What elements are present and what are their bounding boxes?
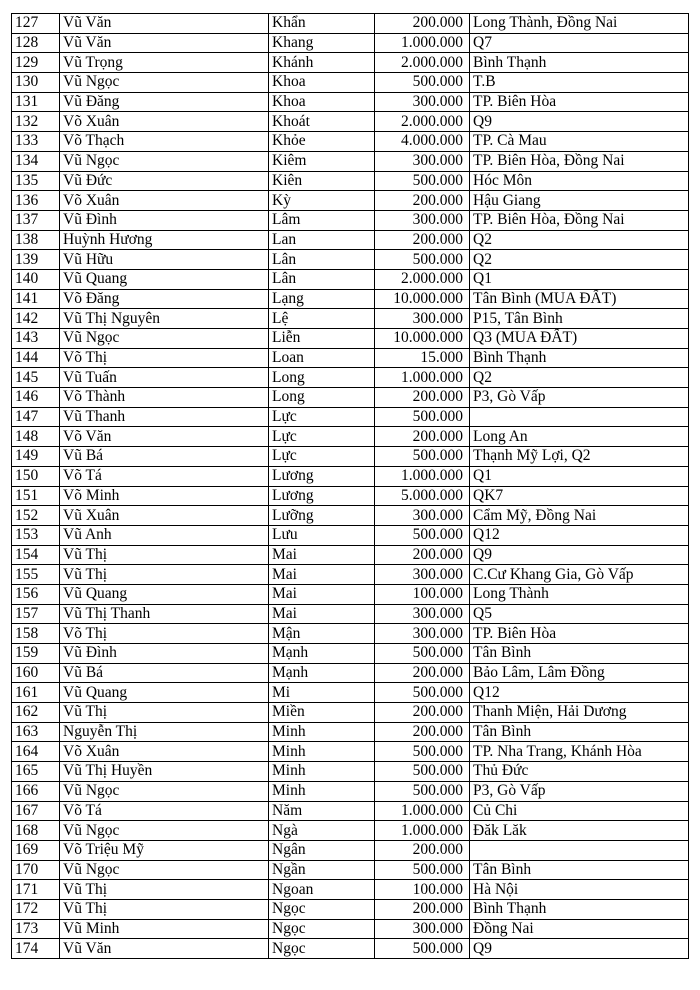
amount-cell: 15.000 — [375, 348, 470, 368]
surname-middle-name-cell: Huỳnh Hương — [60, 230, 269, 250]
row-number-cell: 127 — [12, 14, 60, 34]
address-cell — [470, 840, 689, 860]
surname-middle-name-cell: Vũ Thị — [60, 703, 269, 723]
address-cell: Long Thành, Đồng Nai — [470, 14, 689, 34]
surname-middle-name-cell: Vũ Anh — [60, 525, 269, 545]
surname-middle-name-cell: Võ Đăng — [60, 289, 269, 309]
given-name-cell: Lực — [269, 427, 375, 447]
row-number-cell: 157 — [12, 604, 60, 624]
address-cell: Q9 — [470, 545, 689, 565]
address-cell: Bình Thạnh — [470, 53, 689, 73]
address-cell: P15, Tân Bình — [470, 309, 689, 329]
row-number-cell: 152 — [12, 506, 60, 526]
amount-cell: 10.000.000 — [375, 289, 470, 309]
address-cell: Bình Thạnh — [470, 899, 689, 919]
given-name-cell: Liễn — [269, 329, 375, 349]
row-number-cell: 154 — [12, 545, 60, 565]
given-name-cell: Kỳ — [269, 191, 375, 211]
given-name-cell: Long — [269, 388, 375, 408]
table-row — [12, 545, 689, 565]
row-number-cell: 143 — [12, 329, 60, 349]
donor-table — [11, 13, 689, 959]
surname-middle-name-cell: Vũ Đình — [60, 210, 269, 230]
address-cell: Q12 — [470, 683, 689, 703]
address-cell: TP. Biên Hòa, Đồng Nai — [470, 151, 689, 171]
table-row — [12, 73, 689, 93]
amount-cell: 2.000.000 — [375, 269, 470, 289]
surname-middle-name-cell: Võ Xuân — [60, 191, 269, 211]
surname-middle-name-cell: Vũ Thị Nguyên — [60, 309, 269, 329]
surname-middle-name-cell: Vũ Quang — [60, 584, 269, 604]
surname-middle-name-cell: Vũ Tuấn — [60, 368, 269, 388]
given-name-cell: Lương — [269, 486, 375, 506]
table-row — [12, 309, 689, 329]
amount-cell: 5.000.000 — [375, 486, 470, 506]
surname-middle-name-cell: Vũ Ngọc — [60, 329, 269, 349]
amount-cell: 500.000 — [375, 742, 470, 762]
given-name-cell: Lương — [269, 466, 375, 486]
address-cell: TP. Cà Mau — [470, 132, 689, 152]
row-number-cell: 142 — [12, 309, 60, 329]
given-name-cell: Ngọc — [269, 899, 375, 919]
surname-middle-name-cell: Võ Thị — [60, 624, 269, 644]
given-name-cell: Mai — [269, 545, 375, 565]
given-name-cell: Lực — [269, 447, 375, 467]
surname-middle-name-cell: Vũ Ngọc — [60, 151, 269, 171]
table-row — [12, 919, 689, 939]
amount-cell: 200.000 — [375, 663, 470, 683]
surname-middle-name-cell: Vũ Thị — [60, 899, 269, 919]
given-name-cell: Lan — [269, 230, 375, 250]
table-row — [12, 427, 689, 447]
row-number-cell: 156 — [12, 584, 60, 604]
surname-middle-name-cell: Vũ Văn — [60, 14, 269, 34]
row-number-cell: 131 — [12, 92, 60, 112]
given-name-cell: Ngọc — [269, 939, 375, 959]
table-row — [12, 703, 689, 723]
table-row — [12, 171, 689, 191]
address-cell: TP. Biên Hòa — [470, 92, 689, 112]
row-number-cell: 135 — [12, 171, 60, 191]
table-row — [12, 860, 689, 880]
row-number-cell: 158 — [12, 624, 60, 644]
amount-cell: 1.000.000 — [375, 33, 470, 53]
given-name-cell: Khẩn — [269, 14, 375, 34]
row-number-cell: 155 — [12, 565, 60, 585]
surname-middle-name-cell: Võ Xuân — [60, 742, 269, 762]
amount-cell: 500.000 — [375, 73, 470, 93]
given-name-cell: Lâm — [269, 210, 375, 230]
table-row — [12, 939, 689, 959]
surname-middle-name-cell: Vũ Ngọc — [60, 860, 269, 880]
given-name-cell: Mi — [269, 683, 375, 703]
surname-middle-name-cell: Vũ Ngọc — [60, 821, 269, 841]
given-name-cell: Khánh — [269, 53, 375, 73]
table-row — [12, 14, 689, 34]
surname-middle-name-cell: Võ Văn — [60, 427, 269, 447]
amount-cell: 500.000 — [375, 250, 470, 270]
table-row — [12, 230, 689, 250]
table-row — [12, 191, 689, 211]
address-cell: Thạnh Mỹ Lợi, Q2 — [470, 447, 689, 467]
amount-cell: 200.000 — [375, 899, 470, 919]
amount-cell: 300.000 — [375, 604, 470, 624]
amount-cell: 500.000 — [375, 407, 470, 427]
address-cell: Long An — [470, 427, 689, 447]
surname-middle-name-cell: Võ Thành — [60, 388, 269, 408]
given-name-cell: Khoa — [269, 73, 375, 93]
table-row — [12, 210, 689, 230]
amount-cell: 500.000 — [375, 939, 470, 959]
surname-middle-name-cell: Vũ Bá — [60, 447, 269, 467]
address-cell: TP. Biên Hòa, Đồng Nai — [470, 210, 689, 230]
given-name-cell: Mạnh — [269, 644, 375, 664]
surname-middle-name-cell: Nguyễn Thị — [60, 722, 269, 742]
table-row — [12, 250, 689, 270]
amount-cell: 2.000.000 — [375, 112, 470, 132]
given-name-cell: Mận — [269, 624, 375, 644]
surname-middle-name-cell: Võ Tá — [60, 801, 269, 821]
address-cell: Long Thành — [470, 584, 689, 604]
address-cell: Bảo Lâm, Lâm Đồng — [470, 663, 689, 683]
given-name-cell: Ngoan — [269, 880, 375, 900]
row-number-cell: 129 — [12, 53, 60, 73]
given-name-cell: Lạng — [269, 289, 375, 309]
given-name-cell: Lưỡng — [269, 506, 375, 526]
address-cell: P3, Gò Vấp — [470, 781, 689, 801]
table-row — [12, 781, 689, 801]
given-name-cell: Khoa — [269, 92, 375, 112]
amount-cell: 1.000.000 — [375, 466, 470, 486]
address-cell: Hóc Môn — [470, 171, 689, 191]
amount-cell: 200.000 — [375, 703, 470, 723]
address-cell: Q1 — [470, 466, 689, 486]
amount-cell: 10.000.000 — [375, 329, 470, 349]
surname-middle-name-cell: Vũ Thị Thanh — [60, 604, 269, 624]
amount-cell: 300.000 — [375, 210, 470, 230]
given-name-cell: Ngân — [269, 840, 375, 860]
row-number-cell: 147 — [12, 407, 60, 427]
address-cell: P3, Gò Vấp — [470, 388, 689, 408]
amount-cell: 200.000 — [375, 388, 470, 408]
row-number-cell: 148 — [12, 427, 60, 447]
row-number-cell: 132 — [12, 112, 60, 132]
table-row — [12, 821, 689, 841]
surname-middle-name-cell: Võ Xuân — [60, 112, 269, 132]
surname-middle-name-cell: Vũ Trọng — [60, 53, 269, 73]
amount-cell: 300.000 — [375, 565, 470, 585]
given-name-cell: Lực — [269, 407, 375, 427]
amount-cell: 500.000 — [375, 762, 470, 782]
row-number-cell: 174 — [12, 939, 60, 959]
given-name-cell: Loan — [269, 348, 375, 368]
row-number-cell: 138 — [12, 230, 60, 250]
given-name-cell: Lưu — [269, 525, 375, 545]
address-cell: Q2 — [470, 230, 689, 250]
table-row — [12, 644, 689, 664]
table-row — [12, 112, 689, 132]
amount-cell: 200.000 — [375, 722, 470, 742]
amount-cell: 200.000 — [375, 14, 470, 34]
row-number-cell: 136 — [12, 191, 60, 211]
row-number-cell: 149 — [12, 447, 60, 467]
address-cell: Q12 — [470, 525, 689, 545]
address-cell: Hà Nội — [470, 880, 689, 900]
table-row — [12, 663, 689, 683]
amount-cell: 100.000 — [375, 880, 470, 900]
given-name-cell: Mai — [269, 565, 375, 585]
given-name-cell: Khỏe — [269, 132, 375, 152]
address-cell: Tân Bình — [470, 860, 689, 880]
table-row — [12, 604, 689, 624]
row-number-cell: 166 — [12, 781, 60, 801]
row-number-cell: 133 — [12, 132, 60, 152]
row-number-cell: 164 — [12, 742, 60, 762]
row-number-cell: 170 — [12, 860, 60, 880]
address-cell: Thủ Đức — [470, 762, 689, 782]
table-row — [12, 329, 689, 349]
address-cell: Q9 — [470, 939, 689, 959]
surname-middle-name-cell: Vũ Đình — [60, 644, 269, 664]
amount-cell: 200.000 — [375, 840, 470, 860]
given-name-cell: Khang — [269, 33, 375, 53]
given-name-cell: Minh — [269, 762, 375, 782]
given-name-cell: Kiêm — [269, 151, 375, 171]
address-cell: T.B — [470, 73, 689, 93]
amount-cell: 300.000 — [375, 92, 470, 112]
given-name-cell: Ngọc — [269, 919, 375, 939]
row-number-cell: 137 — [12, 210, 60, 230]
table-row — [12, 447, 689, 467]
surname-middle-name-cell: Vũ Thị Huyền — [60, 762, 269, 782]
address-cell: Đồng Nai — [470, 919, 689, 939]
table-row — [12, 899, 689, 919]
given-name-cell: Ngà — [269, 821, 375, 841]
table-row — [12, 880, 689, 900]
surname-middle-name-cell: Võ Thạch — [60, 132, 269, 152]
given-name-cell: Kiên — [269, 171, 375, 191]
row-number-cell: 153 — [12, 525, 60, 545]
table-row — [12, 348, 689, 368]
table-row — [12, 683, 689, 703]
amount-cell: 300.000 — [375, 506, 470, 526]
amount-cell: 300.000 — [375, 919, 470, 939]
amount-cell: 200.000 — [375, 230, 470, 250]
row-number-cell: 172 — [12, 899, 60, 919]
address-cell: Q5 — [470, 604, 689, 624]
address-cell: Q3 (MUA ĐẤT) — [470, 329, 689, 349]
address-cell: Q2 — [470, 368, 689, 388]
table-row — [12, 151, 689, 171]
table-row — [12, 762, 689, 782]
row-number-cell: 163 — [12, 722, 60, 742]
surname-middle-name-cell: Vũ Bá — [60, 663, 269, 683]
surname-middle-name-cell: Vũ Thị — [60, 880, 269, 900]
address-cell: Đăk Lăk — [470, 821, 689, 841]
surname-middle-name-cell: Vũ Đức — [60, 171, 269, 191]
surname-middle-name-cell: Vũ Ngọc — [60, 73, 269, 93]
given-name-cell: Minh — [269, 781, 375, 801]
amount-cell: 1.000.000 — [375, 801, 470, 821]
surname-middle-name-cell: Vũ Thanh — [60, 407, 269, 427]
surname-middle-name-cell: Vũ Thị — [60, 545, 269, 565]
amount-cell: 500.000 — [375, 860, 470, 880]
row-number-cell: 130 — [12, 73, 60, 93]
surname-middle-name-cell: Võ Thị — [60, 348, 269, 368]
row-number-cell: 128 — [12, 33, 60, 53]
table-row — [12, 742, 689, 762]
table-row — [12, 53, 689, 73]
given-name-cell: Khoát — [269, 112, 375, 132]
table-row — [12, 466, 689, 486]
row-number-cell: 161 — [12, 683, 60, 703]
address-cell: Q7 — [470, 33, 689, 53]
given-name-cell: Mạnh — [269, 663, 375, 683]
surname-middle-name-cell: Vũ Đăng — [60, 92, 269, 112]
table-row — [12, 92, 689, 112]
amount-cell: 200.000 — [375, 545, 470, 565]
row-number-cell: 134 — [12, 151, 60, 171]
amount-cell: 300.000 — [375, 309, 470, 329]
table-row — [12, 289, 689, 309]
amount-cell: 2.000.000 — [375, 53, 470, 73]
address-cell: Thanh Miện, Hải Dương — [470, 703, 689, 723]
given-name-cell: Mai — [269, 584, 375, 604]
row-number-cell: 173 — [12, 919, 60, 939]
amount-cell: 500.000 — [375, 171, 470, 191]
amount-cell: 200.000 — [375, 191, 470, 211]
table-row — [12, 132, 689, 152]
table-row — [12, 584, 689, 604]
address-cell: Tân Bình — [470, 722, 689, 742]
given-name-cell: Năm — [269, 801, 375, 821]
table-row — [12, 269, 689, 289]
surname-middle-name-cell: Võ Tá — [60, 466, 269, 486]
surname-middle-name-cell: Vũ Ngọc — [60, 781, 269, 801]
surname-middle-name-cell: Vũ Quang — [60, 683, 269, 703]
given-name-cell: Lân — [269, 250, 375, 270]
address-cell: Q1 — [470, 269, 689, 289]
row-number-cell: 145 — [12, 368, 60, 388]
address-cell — [470, 407, 689, 427]
row-number-cell: 140 — [12, 269, 60, 289]
address-cell: TP. Nha Trang, Khánh Hòa — [470, 742, 689, 762]
given-name-cell: Lân — [269, 269, 375, 289]
surname-middle-name-cell: Vũ Minh — [60, 919, 269, 939]
address-cell: Tân Bình — [470, 644, 689, 664]
row-number-cell: 151 — [12, 486, 60, 506]
donor-table-body — [12, 14, 689, 959]
row-number-cell: 160 — [12, 663, 60, 683]
given-name-cell: Minh — [269, 742, 375, 762]
table-row — [12, 722, 689, 742]
address-cell: Bình Thạnh — [470, 348, 689, 368]
row-number-cell: 139 — [12, 250, 60, 270]
surname-middle-name-cell: Vũ Văn — [60, 33, 269, 53]
row-number-cell: 146 — [12, 388, 60, 408]
address-cell: Q9 — [470, 112, 689, 132]
surname-middle-name-cell: Võ Minh — [60, 486, 269, 506]
table-row — [12, 486, 689, 506]
table-row — [12, 407, 689, 427]
table-row — [12, 565, 689, 585]
address-cell: Hậu Giang — [470, 191, 689, 211]
surname-middle-name-cell: Vũ Hữu — [60, 250, 269, 270]
row-number-cell: 141 — [12, 289, 60, 309]
row-number-cell: 171 — [12, 880, 60, 900]
table-row — [12, 525, 689, 545]
given-name-cell: Ngần — [269, 860, 375, 880]
surname-middle-name-cell: Võ Triệu Mỹ — [60, 840, 269, 860]
address-cell: Tân Bình (MUA ĐẤT) — [470, 289, 689, 309]
table-row — [12, 368, 689, 388]
table-row — [12, 33, 689, 53]
address-cell: Củ Chi — [470, 801, 689, 821]
amount-cell: 500.000 — [375, 781, 470, 801]
table-row — [12, 506, 689, 526]
given-name-cell: Miền — [269, 703, 375, 723]
given-name-cell: Long — [269, 368, 375, 388]
row-number-cell: 144 — [12, 348, 60, 368]
address-cell: Cẩm Mỹ, Đồng Nai — [470, 506, 689, 526]
amount-cell: 1.000.000 — [375, 821, 470, 841]
amount-cell: 200.000 — [375, 427, 470, 447]
amount-cell: 4.000.000 — [375, 132, 470, 152]
given-name-cell: Minh — [269, 722, 375, 742]
given-name-cell: Lệ — [269, 309, 375, 329]
row-number-cell: 159 — [12, 644, 60, 664]
amount-cell: 500.000 — [375, 644, 470, 664]
amount-cell: 500.000 — [375, 525, 470, 545]
address-cell: C.Cư Khang Gia, Gò Vấp — [470, 565, 689, 585]
amount-cell: 300.000 — [375, 151, 470, 171]
amount-cell: 100.000 — [375, 584, 470, 604]
address-cell: QK7 — [470, 486, 689, 506]
table-row — [12, 801, 689, 821]
row-number-cell: 168 — [12, 821, 60, 841]
address-cell: TP. Biên Hòa — [470, 624, 689, 644]
surname-middle-name-cell: Vũ Văn — [60, 939, 269, 959]
table-row — [12, 840, 689, 860]
row-number-cell: 162 — [12, 703, 60, 723]
surname-middle-name-cell: Vũ Quang — [60, 269, 269, 289]
amount-cell: 500.000 — [375, 447, 470, 467]
surname-middle-name-cell: Vũ Thị — [60, 565, 269, 585]
table-row — [12, 624, 689, 644]
amount-cell: 1.000.000 — [375, 368, 470, 388]
surname-middle-name-cell: Vũ Xuân — [60, 506, 269, 526]
row-number-cell: 167 — [12, 801, 60, 821]
amount-cell: 500.000 — [375, 683, 470, 703]
donor-list-sheet — [11, 13, 688, 959]
amount-cell: 300.000 — [375, 624, 470, 644]
table-row — [12, 388, 689, 408]
given-name-cell: Mai — [269, 604, 375, 624]
address-cell: Q2 — [470, 250, 689, 270]
row-number-cell: 165 — [12, 762, 60, 782]
row-number-cell: 169 — [12, 840, 60, 860]
row-number-cell: 150 — [12, 466, 60, 486]
